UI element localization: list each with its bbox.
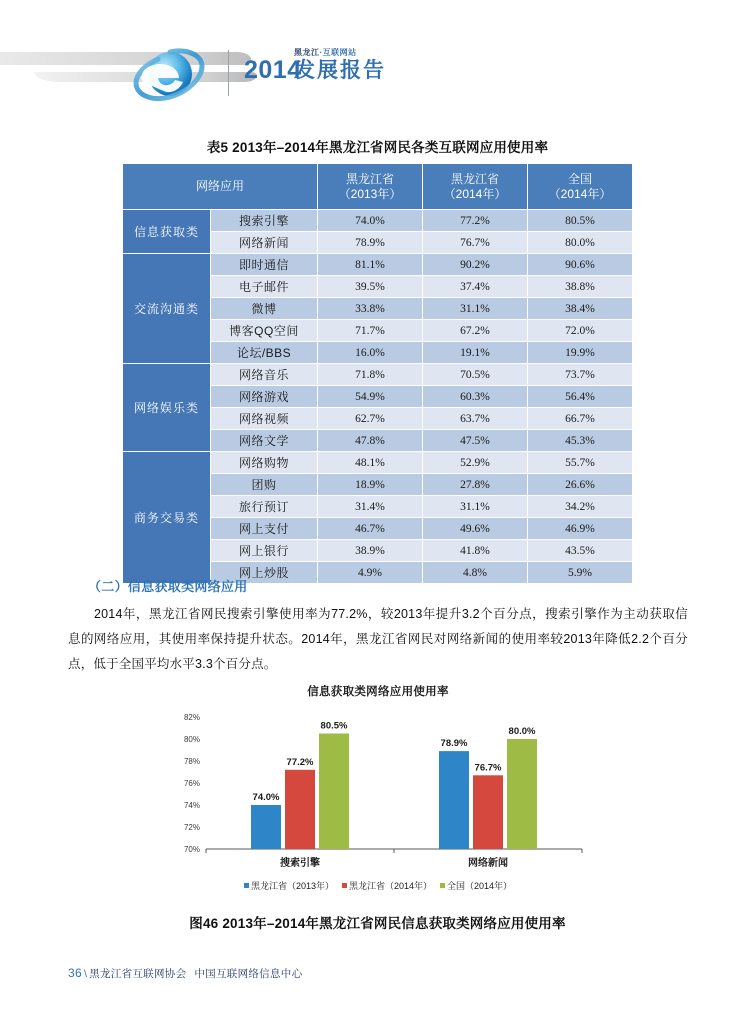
figure-caption: 图46 2013年–2014年黑龙江省网民信息获取类网络应用使用率 [189,916,566,931]
table-application-cell: 网络游戏 [211,386,318,408]
chart-bar-value-label: 76.7% [474,762,502,774]
table-value-national-2014: 38.8% [528,276,633,298]
chart-bar [507,739,537,849]
table-application-cell: 网络文学 [211,430,318,452]
table-value-national-2014: 26.6% [528,474,633,496]
table-value-hlj-2014: 52.9% [423,452,528,474]
table-application-cell: 网络新闻 [211,232,318,254]
table-value-hlj-2014: 47.5% [423,430,528,452]
table-category-cell: 交流沟通类 [123,254,211,364]
footer-org-association: 黑龙江省互联网协会 [89,968,187,980]
table-value-national-2014: 73.7% [528,364,633,386]
chart-bar-value-label: 80.5% [320,720,348,732]
table-value-hlj-2014: 41.8% [423,540,528,562]
column-header-hlj-2014: 黑龙江省 （2014年） [423,164,528,210]
table-application-cell: 网上炒股 [211,562,318,584]
logo-title-wrap [294,48,386,83]
footer-separator: \ [83,968,88,980]
table-value-national-2014: 38.4% [528,298,633,320]
table-value-hlj-2013: 71.7% [318,320,423,342]
table-value-hlj-2014: 4.8% [423,562,528,584]
table-value-hlj-2013: 38.9% [318,540,423,562]
column-header-national-2014: 全国 （2014年） [528,164,633,210]
table-application-cell: 微博 [211,298,318,320]
chart-y-tick-label: 78% [183,757,200,766]
table-value-national-2014: 80.5% [528,210,633,232]
table-value-national-2014: 19.9% [528,342,633,364]
chart-y-tick-label: 76% [183,779,200,788]
chart-y-tick-label: 80% [183,735,200,744]
table-value-hlj-2014: 70.5% [423,364,528,386]
table-value-hlj-2014: 37.4% [423,276,528,298]
chart-legend-label: 黑龙江省（2014年） [348,881,433,891]
chart-bar [251,805,281,849]
logo-subtitle-dot: · [319,48,323,57]
chart-y-tick-label: 72% [183,823,200,832]
table-value-hlj-2014: 49.6% [423,518,528,540]
chart-bar-value-label: 80.0% [508,726,536,737]
table-value-hlj-2013: 4.9% [318,562,423,584]
table-value-hlj-2014: 31.1% [423,496,528,518]
report-logo-block [132,44,386,106]
internet-application-usage-table [122,163,633,584]
table-value-hlj-2013: 74.0% [318,210,423,232]
table-value-national-2014: 90.6% [528,254,633,276]
table-value-hlj-2013: 48.1% [318,452,423,474]
chart-legend-swatch [342,883,347,888]
table-application-cell: 网络购物 [211,452,318,474]
table-application-cell: 旅行预订 [211,496,318,518]
table-value-hlj-2013: 47.8% [318,430,423,452]
table-value-national-2014: 34.2% [528,496,633,518]
table-header-row [123,164,633,210]
table-value-national-2014: 80.0% [528,232,633,254]
chart-bar [439,751,469,849]
table-row [123,364,633,386]
chart-legend-item [440,879,512,892]
chart-bar [285,770,315,849]
usage-rate-bar-chart [168,683,588,905]
chart-x-category-label: 搜索引擎 [280,858,320,869]
table-value-hlj-2014: 67.2% [423,320,528,342]
table-value-hlj-2014: 19.1% [423,342,528,364]
chart-bar-value-label: 74.0% [252,792,280,803]
table-row [123,452,633,474]
table-category-cell: 网络娱乐类 [123,364,211,452]
table-value-national-2014: 72.0% [528,320,633,342]
chart-bar-value-label: 77.2% [286,756,314,768]
table-value-national-2014: 56.4% [528,386,633,408]
table-application-cell: 搜索引擎 [211,210,318,232]
table-application-cell: 网络视频 [211,408,318,430]
page-number: 36 [68,966,82,980]
table-application-cell: 即时通信 [211,254,318,276]
column-header-hlj-2013: 黑龙江省 （2013年） [318,164,423,210]
chart-y-tick-label: 70% [183,845,200,854]
logo-subtitle-province: 黑龙江 [294,48,320,57]
table-application-cell: 博客QQ空间 [211,320,318,342]
table-application-cell: 网上银行 [211,540,318,562]
chart-bar-value-label: 78.9% [440,738,468,750]
chart-legend-label: 黑龙江省（2013年） [250,881,334,891]
table-application-cell: 网上支付 [211,518,318,540]
table-value-hlj-2014: 60.3% [423,386,528,408]
table-category-cell: 商务交易类 [123,452,211,584]
chart-plot-area [168,709,588,869]
chart-legend-item [244,879,334,892]
column-header-application: 网络应用 [123,164,318,210]
table-value-hlj-2014: 76.7% [423,232,528,254]
table-value-national-2014: 5.9% [528,562,633,584]
table-row [123,254,633,276]
table-value-national-2014: 55.7% [528,452,633,474]
chart-legend [168,879,588,892]
table-value-national-2014: 45.3% [528,430,633,452]
chart-title: 信息获取类网络应用使用率 [307,686,449,698]
table-value-hlj-2013: 54.9% [318,386,423,408]
table-value-hlj-2013: 31.4% [318,496,423,518]
logo-main-title: 发展报告 [294,59,386,82]
chart-legend-swatch [440,883,445,888]
table-value-hlj-2014: 27.8% [423,474,528,496]
table-value-hlj-2013: 81.1% [318,254,423,276]
table-value-hlj-2013: 16.0% [318,342,423,364]
table-row [123,210,633,232]
chart-legend-swatch [244,883,249,888]
table-value-hlj-2013: 46.7% [318,518,423,540]
chart-y-tick-label: 82% [183,713,200,722]
table-body [123,210,633,584]
table-value-national-2014: 46.9% [528,518,633,540]
table-value-hlj-2014: 90.2% [423,254,528,276]
page-header [0,0,755,122]
table-value-hlj-2013: 33.8% [318,298,423,320]
table-value-hlj-2013: 78.9% [318,232,423,254]
table-value-hlj-2014: 77.2% [423,210,528,232]
ie-browser-logo-icon [132,44,206,111]
table-application-cell: 团购 [211,474,318,496]
chart-legend-item [342,879,432,892]
table-application-cell: 论坛/BBS [211,342,318,364]
logo-divider [228,50,229,96]
table-value-hlj-2013: 71.8% [318,364,423,386]
table-value-hlj-2013: 39.5% [318,276,423,298]
page-footer [68,966,302,981]
logo-year: 2014 [244,56,302,84]
chart-bar [319,734,349,850]
logo-subtitle-web: 互联网站 [322,48,357,57]
table-value-national-2014: 66.7% [528,408,633,430]
chart-x-category-label: 网络新闻 [468,858,508,869]
chart-bar [473,775,503,849]
chart-y-tick-label: 74% [183,801,200,810]
footer-org-cnnic: 中国互联网络信息中心 [194,968,303,980]
table-value-national-2014: 43.5% [528,540,633,562]
table-category-cell: 信息获取类 [123,210,211,254]
table-value-hlj-2013: 18.9% [318,474,423,496]
section-paragraph: 2014年，黑龙江省网民搜索引擎使用率为77.2%，较2013年提升3.2个百分点，搜索引擎作为主动获取信息的网络应用，其使用率保持提升状态。2014年，黑龙江省网民对网络新闻的使用率较2013年降低2.2个百分点，低于全国平均水平3.3个百分点。 [68,607,688,671]
table-application-cell: 网络音乐 [211,364,318,386]
section-heading: （二）信息获取类网络应用 [88,579,248,594]
table-application-cell: 电子邮件 [211,276,318,298]
table-header [123,164,633,210]
chart-legend-label: 全国（2014年） [447,881,513,891]
table-value-hlj-2014: 63.7% [423,408,528,430]
logo-subtitle [294,48,386,58]
table-title: 表5 2013年–2014年黑龙江省网民各类互联网应用使用率 [206,140,549,155]
table-value-hlj-2014: 31.1% [423,298,528,320]
table-value-hlj-2013: 62.7% [318,408,423,430]
